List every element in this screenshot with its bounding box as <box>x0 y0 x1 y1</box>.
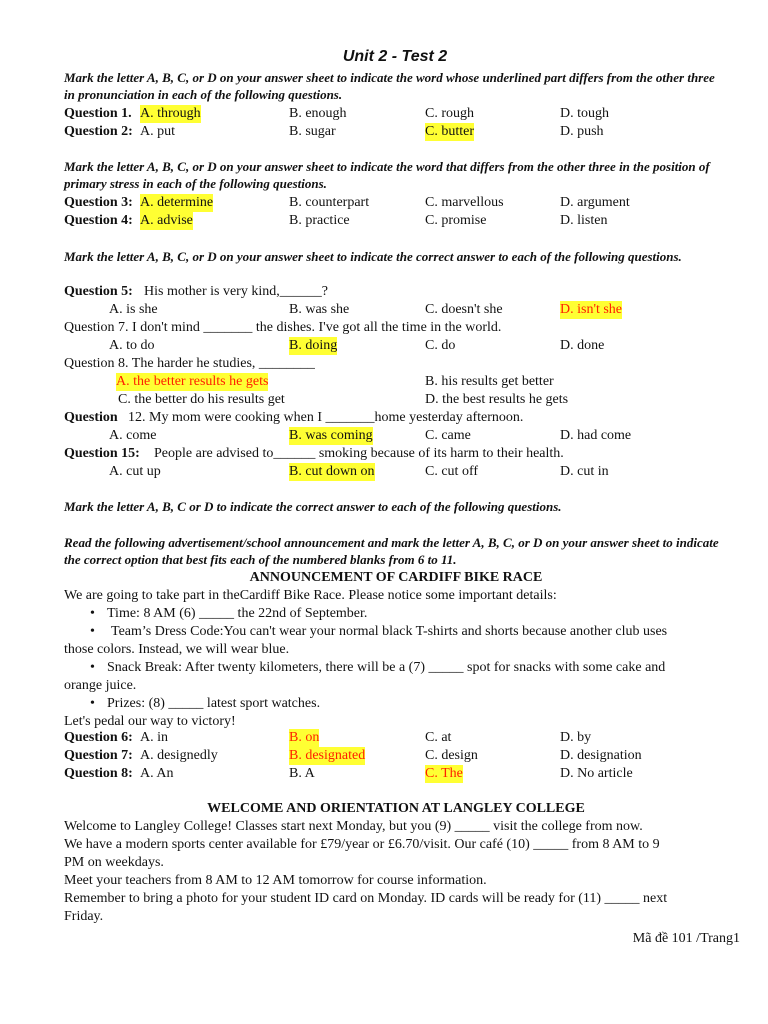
options-12 <box>64 427 728 445</box>
option-a: A. cut up <box>109 464 161 479</box>
option-c: C. at <box>425 730 452 745</box>
option-d: D. push <box>560 124 604 139</box>
question-row <box>64 105 728 123</box>
option-b: B. cut down on <box>289 464 375 479</box>
option-b: B. was she <box>289 302 350 317</box>
welcome-line: Meet your teachers from 8 AM to 12 AM tomorrow for course information. <box>64 873 487 888</box>
option-a: A. the better results he gets <box>116 374 269 389</box>
option-c: C. promise <box>425 213 487 228</box>
instruction-grammar: Mark the letter A, B, C, or D on your answer sheet to indicate the correct answer to each of the following questions. <box>64 249 682 264</box>
page-title: Unit 2 - Test 2 <box>342 48 448 65</box>
question-label: Question 15: <box>64 446 140 461</box>
option-c: C. doesn't she <box>425 302 503 317</box>
option-d: D. argument <box>560 195 630 210</box>
options-15 <box>64 463 728 481</box>
question-row <box>64 729 728 747</box>
bullet-icon: • <box>90 624 95 639</box>
options-5 <box>64 301 728 319</box>
question-12 <box>64 409 728 427</box>
question-stem: Question 7. I don't mind _______ the dishes. I've got all the time in the world. <box>64 320 502 335</box>
option-a: A. An <box>140 766 174 781</box>
option-c: C. do <box>425 338 456 353</box>
option-c: C. design <box>425 748 478 763</box>
option-b: B. was coming <box>289 428 373 443</box>
bullet-icon: • <box>90 696 95 711</box>
option-c: C. The <box>425 766 463 781</box>
option-b: B. on <box>289 730 320 745</box>
announcement-snack-cont: orange juice. <box>64 678 137 693</box>
option-c: C. cut off <box>425 464 479 479</box>
options-8-cd <box>64 391 728 409</box>
options-8-ab <box>64 373 728 391</box>
option-a: A. through <box>140 106 201 121</box>
instruction-cloze: Read the following advertisement/school announcement and mark the letter A, B, C, or D on your answer sheet to indicate the correct option that best fits each of the numbered blanks from 6 to 11. <box>64 535 719 567</box>
announcement-closing: Let's pedal our way to victory! <box>64 714 236 729</box>
option-a: A. come <box>109 428 157 443</box>
option-a: A. determine <box>140 195 214 210</box>
question-row <box>64 212 728 230</box>
welcome-line: Welcome to Langley College! Classes start next Monday, but you (9) _____ visit the college from now. <box>64 819 643 834</box>
option-d: D. designation <box>560 748 642 763</box>
welcome-heading: WELCOME AND ORIENTATION AT LANGLEY COLLEGE <box>207 801 585 816</box>
option-a: A. to do <box>109 338 155 353</box>
option-d: D. had come <box>560 428 632 443</box>
question-15 <box>64 445 728 463</box>
announcement-intro: We are going to take part in theCardiff Bike Race. Please notice some important details: <box>64 588 557 603</box>
option-c: C. marvellous <box>425 195 504 210</box>
option-d: D. by <box>560 730 592 745</box>
question-label: Question <box>64 410 118 425</box>
option-a: A. put <box>140 124 175 139</box>
option-a: A. designedly <box>140 748 218 763</box>
option-b: B. counterpart <box>289 195 370 210</box>
option-b: B. his results get better <box>425 374 554 389</box>
welcome-line: Friday. <box>64 909 104 924</box>
option-b: B. doing <box>289 338 338 353</box>
option-d: D. No article <box>560 766 633 781</box>
instruction-generic: Mark the letter A, B, C or D to indicate the correct answer to each of the following questions. <box>64 499 562 514</box>
question-7 <box>64 319 728 337</box>
question-label: Question 4: <box>64 213 133 228</box>
bullet-icon: • <box>90 660 95 675</box>
question-row <box>64 747 728 765</box>
question-label: Question 7: <box>64 748 133 763</box>
question-label: Question 5: <box>64 284 133 299</box>
question-stem: 12. My mom were cooking when I _______home yesterday afternoon. <box>128 410 524 425</box>
announcement-heading: ANNOUNCEMENT OF CARDIFF BIKE RACE <box>249 570 543 585</box>
option-a: A. in <box>140 730 168 745</box>
option-b: B. designated <box>289 748 366 763</box>
instruction-pronunciation: Mark the letter A, B, C, or D on your answer sheet to indicate the word whose underlined part differs from the other three in pronunciation in each of the following questions. <box>64 70 715 102</box>
page-footer: Mã đề 101 /Trang1 <box>632 931 740 946</box>
option-d: D. the best results he gets <box>425 392 569 407</box>
announcement-prizes: Prizes: (8) _____ latest sport watches. <box>107 696 321 711</box>
welcome-line: PM on weekdays. <box>64 855 164 870</box>
option-d: D. done <box>560 338 605 353</box>
question-row <box>64 123 728 141</box>
welcome-line: Remember to bring a photo for your student ID card on Monday. ID cards will be ready for (11) _____ next <box>64 891 668 906</box>
question-8 <box>64 355 728 373</box>
question-label: Question 8: <box>64 766 133 781</box>
question-stem: His mother is very kind,______? <box>144 284 328 299</box>
question-label: Question 2: <box>64 124 133 139</box>
bullet-icon: • <box>90 606 95 621</box>
option-b: B. sugar <box>289 124 336 139</box>
announcement-dress: Team’s Dress Code:You can't wear your normal black T-shirts and shorts because another club uses <box>111 624 668 639</box>
question-row <box>64 194 728 212</box>
question-row <box>64 765 728 783</box>
options-7 <box>64 337 728 355</box>
option-a: A. is she <box>109 302 158 317</box>
welcome-line: We have a modern sports center available for £79/year or £6.70/visit. Our café (10) _____ from 8 AM to 9 <box>64 837 660 852</box>
option-d: D. listen <box>560 213 608 228</box>
option-c: C. butter <box>425 124 474 139</box>
option-d: D. cut in <box>560 464 609 479</box>
option-c: C. the better do his results get <box>118 392 285 407</box>
question-label: Question 3: <box>64 195 133 210</box>
question-label: Question 1. <box>64 106 132 121</box>
question-stem: Question 8. The harder he studies, ________ <box>64 356 315 371</box>
option-b: B. practice <box>289 213 350 228</box>
announcement-dress-cont: those colors. Instead, we will wear blue. <box>64 642 290 657</box>
question-label: Question 6: <box>64 730 133 745</box>
option-d: D. tough <box>560 106 609 121</box>
option-c: C. came <box>425 428 471 443</box>
announcement-snack: Snack Break: After twenty kilometers, there will be a (7) _____ spot for snacks with some cake and <box>107 660 666 675</box>
option-c: C. rough <box>425 106 474 121</box>
question-5 <box>64 283 728 301</box>
option-a: A. advise <box>140 213 193 228</box>
option-b: B. enough <box>289 106 347 121</box>
announcement-time: Time: 8 AM (6) _____ the 22nd of September. <box>107 606 368 621</box>
option-d: D. isn't she <box>560 302 623 317</box>
instruction-stress: Mark the letter A, B, C, or D on your answer sheet to indicate the word that differs from the other three in the position of primary stress in each of the following questions. <box>64 159 710 191</box>
option-b: B. A <box>289 766 315 781</box>
question-stem: People are advised to______ smoking because of its harm to their health. <box>154 446 564 461</box>
